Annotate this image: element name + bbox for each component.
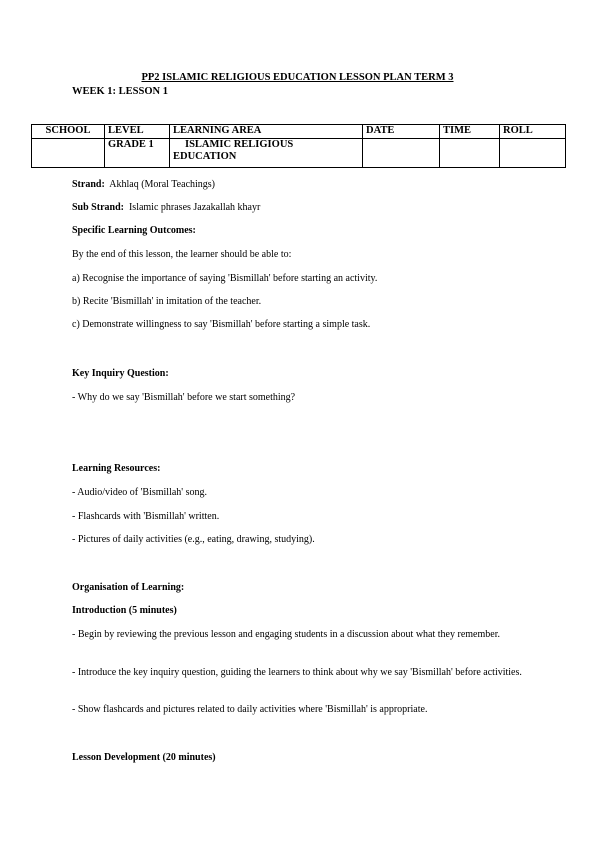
table-header-school: SCHOOL bbox=[32, 125, 105, 139]
outcomes-intro: By the end of this lesson, the learner should be able to: bbox=[72, 249, 292, 260]
development-heading: Lesson Development (20 minutes) bbox=[72, 752, 216, 763]
resources-heading: Learning Resources: bbox=[72, 463, 161, 474]
outcome-item: b) Recite 'Bismillah' in imitation of the teacher. bbox=[72, 296, 262, 307]
table-cell-school bbox=[32, 139, 105, 168]
outcomes-heading: Specific Learning Outcomes: bbox=[72, 225, 196, 236]
strand-line bbox=[72, 178, 522, 191]
table-header-row bbox=[32, 125, 566, 139]
table-header-time: TIME bbox=[440, 125, 500, 139]
sub-strand-value: Islamic phrases Jazakallah khayr bbox=[128, 202, 261, 213]
table-cell-time bbox=[440, 139, 500, 168]
inquiry-question: - Why do we say 'Bismillah' before we start something? bbox=[72, 392, 296, 403]
introduction-item: - Show flashcards and pictures related to daily activities where 'Bismillah' is appropriate. bbox=[72, 704, 428, 715]
resource-item: - Flashcards with 'Bismillah' written. bbox=[72, 511, 220, 522]
table-row bbox=[32, 139, 566, 168]
table-header-date: DATE bbox=[363, 125, 440, 139]
outcome-item: a) Recognise the importance of saying 'Bismillah' before starting an activity. bbox=[72, 273, 378, 284]
table-cell-roll bbox=[500, 139, 566, 168]
table-cell-date bbox=[363, 139, 440, 168]
table-header-roll: ROLL bbox=[500, 125, 566, 139]
organisation-heading: Organisation of Learning: bbox=[72, 582, 185, 593]
inquiry-heading: Key Inquiry Question: bbox=[72, 368, 169, 379]
introduction-heading: Introduction (5 minutes) bbox=[72, 605, 177, 616]
week-label: WEEK 1: LESSON 1 bbox=[72, 86, 168, 97]
introduction-item: - Introduce the key inquiry question, guiding the learners to think about why we say 'Bismillah' before activities. bbox=[72, 667, 522, 678]
table-cell-level: GRADE 1 bbox=[105, 139, 170, 168]
sub-strand-line bbox=[72, 201, 522, 214]
table-header-level: LEVEL bbox=[105, 125, 170, 139]
resource-item: - Audio/video of 'Bismillah' song. bbox=[72, 487, 207, 498]
introduction-item: - Begin by reviewing the previous lesson and engaging students in a discussion about what they remember. bbox=[72, 629, 500, 640]
resource-item: - Pictures of daily activities (e.g., eating, drawing, studying). bbox=[72, 534, 315, 545]
table-cell-learning-area: ISLAMIC RELIGIOUS EDUCATION bbox=[170, 139, 363, 168]
lesson-info-table bbox=[31, 124, 566, 168]
strand-label: Strand: bbox=[72, 179, 105, 190]
table-header-learning-area: LEARNING AREA bbox=[170, 125, 363, 139]
page-title: PP2 ISLAMIC RELIGIOUS EDUCATION LESSON PLAN TERM 3 bbox=[141, 72, 454, 83]
outcome-item: c) Demonstrate willingness to say 'Bismillah' before starting a simple task. bbox=[72, 319, 371, 330]
sub-strand-label: Sub Strand: bbox=[72, 202, 124, 213]
strand-value: Akhlaq (Moral Teachings) bbox=[109, 179, 216, 190]
